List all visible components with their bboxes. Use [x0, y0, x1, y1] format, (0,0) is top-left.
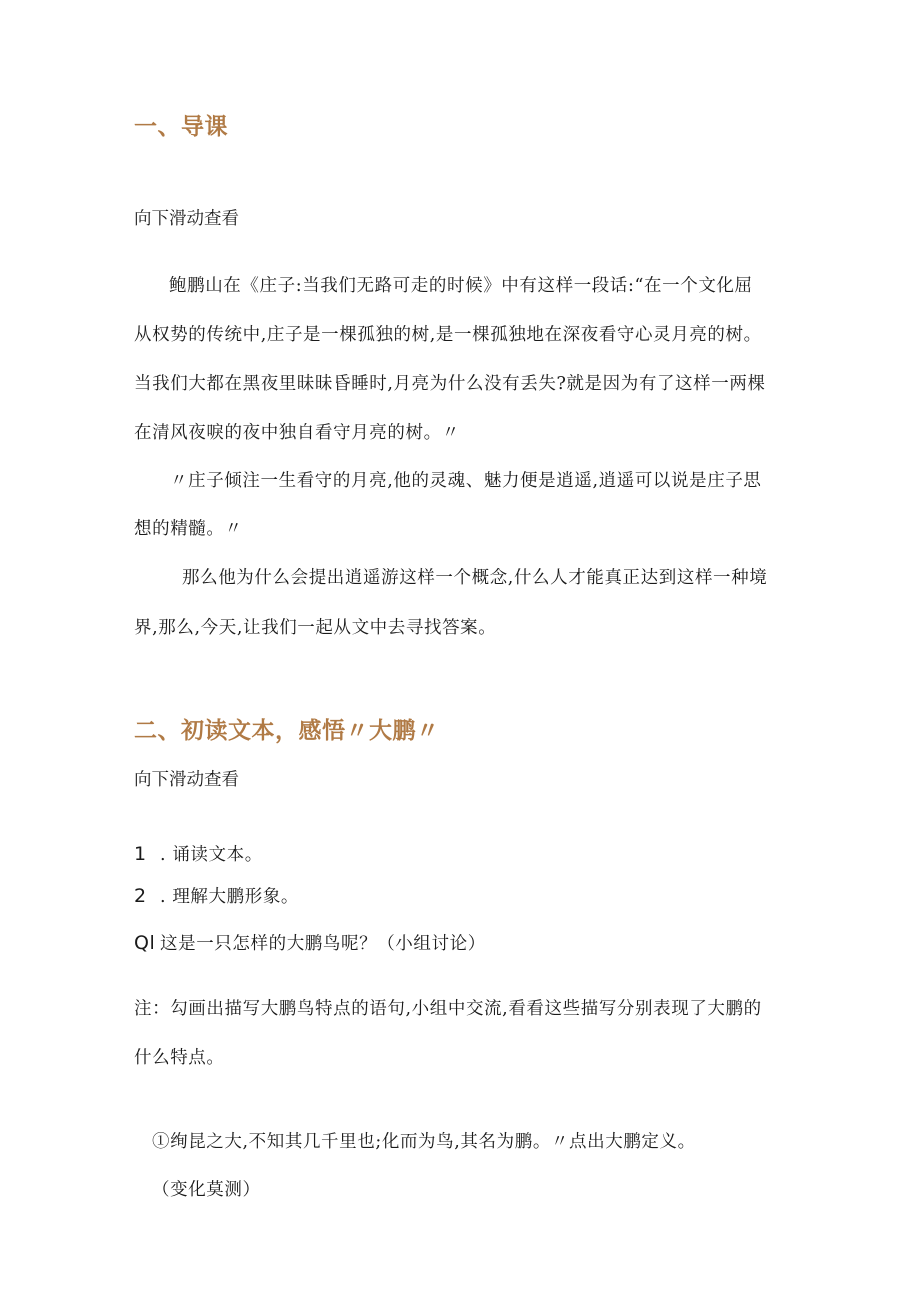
question-number: Ql — [134, 932, 156, 954]
paragraph-line: 当我们大都在黑夜里昧昧昏睡时,月亮为什么没有丢失?就是因为有了这样一两棵 — [134, 374, 766, 394]
list-item-number: 1 — [134, 843, 147, 865]
list-item-text: . 理解大鹏形象。 — [160, 887, 300, 907]
quote-line: ①绚昆之大,不知其几千里也;化而为鸟,其名为鹏。〃点出大鹏定义。 — [152, 1132, 696, 1152]
section-heading-first-reading: 二、初读文本，感悟〃大鹏〃 — [134, 718, 440, 744]
question — [134, 934, 486, 954]
list-item — [134, 845, 263, 865]
quote-annotation: （变化莫测） — [152, 1180, 261, 1200]
paragraph-line: 界,那么,今天,让我们一起从文中去寻找答案。 — [134, 618, 497, 638]
paragraph-line: 从权势的传统中,庄子是一棵孤独的树,是一棵孤独地在深夜看守心灵月亮的树。 — [134, 325, 762, 345]
scroll-hint: 向下滑动查看 — [134, 770, 239, 790]
paragraph-line: 鲍鹏山在《庄子:当我们无路可走的时候》中有这样一段话:“在一个文化屈 — [169, 276, 753, 296]
note-line: 什么特点。 — [134, 1048, 225, 1068]
paragraph-line: 〃庄子倾注一生看守的月亮,他的灵魂、魅力便是逍遥,逍遥可以说是庄子思 — [170, 471, 762, 491]
scroll-hint: 向下滑动查看 — [134, 209, 239, 229]
paragraph-line: 想的精髓。〃 — [134, 519, 243, 539]
list-item-text: . 诵读文本。 — [160, 845, 263, 865]
paragraph-line: 那么他为什么会提出逍遥游这样一个概念,什么人才能真正达到这样一种境 — [182, 568, 768, 588]
list-item-number: 2 — [134, 885, 147, 907]
note-line: 注：勾画出描写大鹏鸟特点的语句,小组中交流,看看这些描写分别表现了大鹏的 — [134, 999, 762, 1019]
list-item — [134, 887, 299, 907]
paragraph-line: 在清风夜唳的夜中独自看守月亮的树。〃 — [134, 423, 460, 443]
question-text: 这是一只怎样的大鹏鸟呢？（小组讨论） — [160, 934, 486, 954]
section-heading-intro: 一、导课 — [134, 114, 228, 140]
